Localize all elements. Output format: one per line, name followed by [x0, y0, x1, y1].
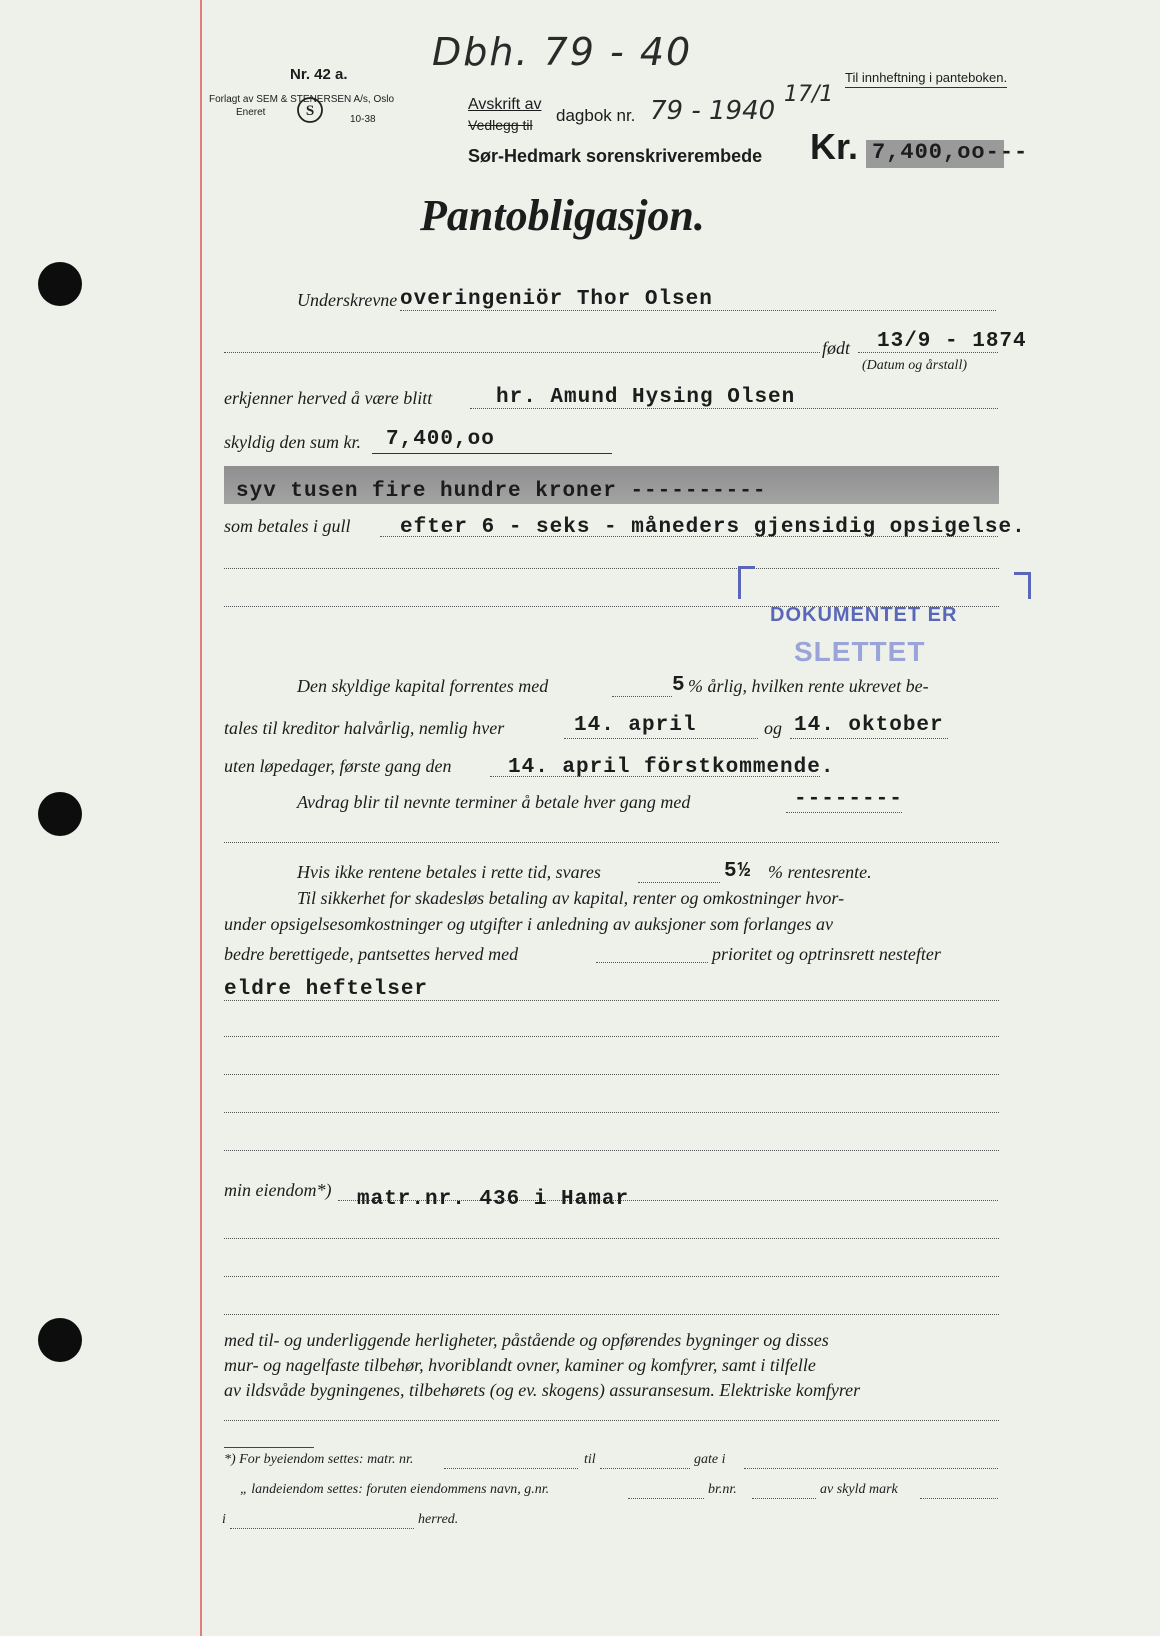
- footnote-line1c: gate i: [694, 1452, 726, 1467]
- dagbok-date: 17/1: [784, 82, 834, 107]
- dotted-line: [920, 1498, 998, 1499]
- sikkerhet-line3a: bedre berettigede, pantsettes herved med: [224, 944, 519, 964]
- kr-label: Kr.: [810, 126, 859, 167]
- dotted-line: [444, 1468, 578, 1469]
- second-term-date: 14. oktober: [794, 714, 944, 737]
- renter-rate: 5½: [724, 860, 752, 883]
- dotted-line: [224, 1150, 999, 1151]
- stamp-bracket-right: [1014, 572, 1031, 599]
- prioritet-value: eldre heftelser: [224, 978, 429, 1001]
- sikkerhet-line1: Til sikkerhet for skadesløs betaling av kapital, renter og omkostninger hvor-: [297, 888, 845, 908]
- document-title: Pantobligasjon.: [420, 191, 705, 240]
- publisher-enerett: Eneret: [236, 107, 266, 118]
- underskrevne-label: Underskrevne: [297, 290, 398, 310]
- punch-hole: [38, 1318, 82, 1362]
- punch-hole: [38, 262, 82, 306]
- dotted-line: [744, 1468, 998, 1469]
- renter-label-b: % rentesrente.: [768, 862, 872, 882]
- og-label: og: [764, 718, 782, 738]
- dotted-line: [600, 1468, 690, 1469]
- publisher-logo: [296, 96, 324, 124]
- vedlegg-label: Vedlegg til: [468, 117, 533, 133]
- dagbok-label: dagbok nr.: [556, 106, 636, 125]
- punch-hole: [38, 792, 82, 836]
- publisher-date: 10-38: [350, 114, 376, 125]
- dotted-line: [638, 882, 720, 883]
- dotted-line: [230, 1528, 414, 1529]
- lopedager-label: uten løpedager, første gang den: [224, 756, 452, 776]
- erkjenner-label: erkjenner herved å være blitt: [224, 388, 433, 408]
- dotted-line: [224, 1238, 999, 1239]
- footnote-line2a: „ landeiendom settes: foruten eiendommens navn, g.nr.: [240, 1482, 550, 1497]
- skyldig-underline: [372, 453, 612, 454]
- gull-value: efter 6 - seks - måneders gjensidig opsigelse.: [400, 516, 1026, 539]
- eiendom-label: min eiendom*): [224, 1180, 332, 1200]
- dotted-line: [224, 842, 999, 843]
- sikkerhet-line3b: prioritet og optrinsrett nestefter: [712, 944, 941, 964]
- herligheter-line3: av ildsvåde bygningenes, tilbehørets (og ev. skogens) assuransesum. Elektriske komfyrer: [224, 1380, 861, 1400]
- fodt-label: født: [822, 338, 851, 358]
- sikkerhet-line2: under opsigelsesomkostninger og utgifter i anledning av auksjoner som forlanges av: [224, 914, 833, 934]
- form-number: Nr. 42 a.: [290, 66, 348, 83]
- kapital-label-b: % årlig, hvilken rente ukrevet be-: [688, 676, 929, 696]
- dotted-line: [224, 1112, 999, 1113]
- dotted-line: [224, 1000, 999, 1001]
- kapital-rate: 5: [672, 674, 686, 697]
- herligheter-line2: mur- og nagelfaste tilbehør, hvoriblandt ovner, kaminer og komfyrer, samt i tilfelle: [224, 1355, 816, 1375]
- kapital-label-a: Den skyldige kapital forrentes med: [297, 676, 549, 696]
- footnote-line2b: br.nr.: [708, 1482, 737, 1497]
- dotted-line: [224, 1074, 999, 1075]
- dotted-line: [564, 738, 758, 739]
- skyldig-label: skyldig den sum kr.: [224, 432, 361, 452]
- dotted-line: [752, 1498, 816, 1499]
- dotted-line: [628, 1498, 704, 1499]
- handwritten-reference: Dbh. 79 - 40: [432, 30, 693, 74]
- fodt-value: 13/9 - 1874: [877, 330, 1027, 353]
- dotted-line: [224, 568, 999, 569]
- stamp-line1: DOKUMENTET ER: [770, 604, 958, 626]
- dotted-line: [596, 962, 708, 963]
- dotted-line: [224, 352, 820, 353]
- publisher-name: Forlagt av SEM & STENERSEN A/s, Oslo: [209, 94, 395, 105]
- dotted-line: [790, 738, 948, 739]
- footnote-line1a: *) For byeiendom settes: matr. nr.: [224, 1452, 414, 1467]
- til-innheftning-note: Til innheftning i panteboken.: [845, 70, 1007, 88]
- dagbok-value: 79 - 1940: [650, 96, 776, 126]
- stamp-line2: SLETTET: [794, 636, 926, 667]
- eiendom-value: matr.nr. 436 i Hamar: [357, 1188, 630, 1211]
- halvaarlig-label: tales til kreditor halvårlig, nemlig hver: [224, 718, 505, 738]
- renter-label-a: Hvis ikke rentene betales i rette tid, svares: [297, 862, 601, 882]
- office-name: Sør-Hedmark sorenskriverembede: [468, 146, 763, 166]
- dotted-line: [612, 696, 672, 697]
- skyldig-value: 7,400,oo: [386, 428, 495, 451]
- dotted-line: [224, 1420, 999, 1421]
- avdrag-label: Avdrag blir til nevnte terminer å betale hver gang med: [297, 792, 691, 812]
- dotted-line: [224, 1314, 999, 1315]
- footnote-line1b: til: [584, 1452, 596, 1467]
- footnote-line2c: av skyld mark: [820, 1482, 898, 1497]
- amount-words: syv tusen fire hundre kroner ----------: [236, 480, 767, 503]
- avskrift-label: Avskrift av: [468, 96, 542, 113]
- dotted-line: [224, 1276, 999, 1277]
- footnote-line3b: herred.: [418, 1512, 459, 1527]
- datum-note: (Datum og årstall): [862, 358, 967, 373]
- kr-value: 7,400,oo---: [872, 140, 1029, 165]
- gull-label: som betales i gull: [224, 516, 351, 536]
- first-payment-date: 14. april förstkommende.: [508, 756, 835, 779]
- dotted-line: [224, 1036, 999, 1037]
- avdrag-value: --------: [794, 788, 903, 811]
- herligheter-line1: med til- og underliggende herligheter, påstående og opførendes bygninger og disses: [224, 1330, 829, 1350]
- dotted-line: [786, 812, 902, 813]
- margin-rule: [200, 0, 202, 1636]
- footnote-rule: [224, 1447, 314, 1448]
- svg-text:S: S: [305, 103, 315, 119]
- footnote-line3a: i: [222, 1512, 226, 1527]
- stamp-bracket-left: [738, 566, 755, 599]
- first-term-date: 14. april: [574, 714, 697, 737]
- underskrevne-value: overingeniör Thor Olsen: [400, 288, 713, 311]
- erkjenner-value: hr. Amund Hysing Olsen: [496, 386, 796, 409]
